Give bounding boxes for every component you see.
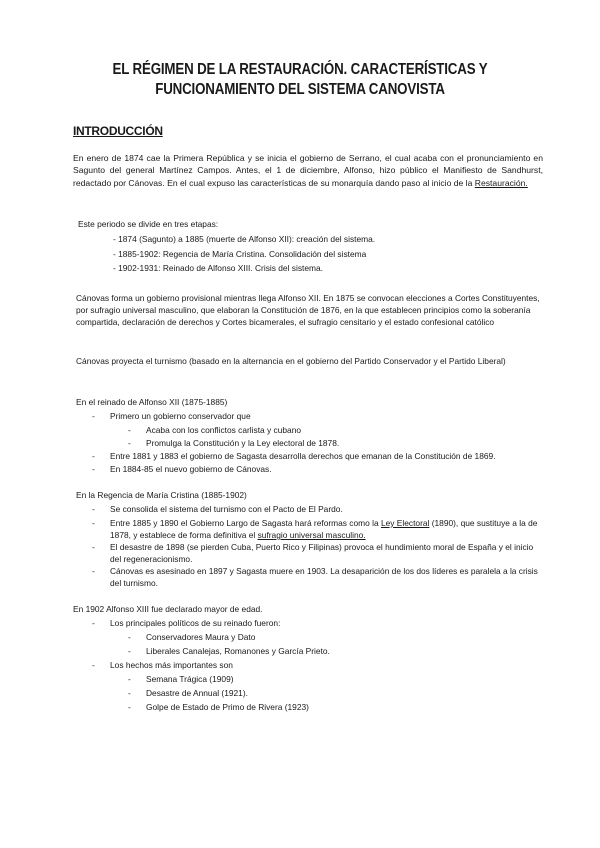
list-item-text: (1890), que sustituye a la de 1878, y establece de forma definitiva el (110, 518, 538, 540)
stages-intro: Este periodo se divide en tres etapas: (78, 219, 219, 229)
sub-list-item: Promulga la Constitución y la Ley electoral de 1878. (146, 438, 340, 448)
list-item: Primero un gobierno conservador que (110, 411, 251, 421)
bullet-dash: - (128, 688, 131, 698)
sub-list-item: Golpe de Estado de Primo de Rivera (1923) (146, 702, 309, 712)
list-item (110, 517, 546, 541)
regencia-heading: En la Regencia de María Cristina (1885-1902) (76, 490, 247, 500)
bullet-dash: - (92, 411, 95, 421)
bullet-dash: - (128, 632, 131, 642)
list-item: Cánovas es asesinado en 1897 y Sagasta muere en 1903. La desaparición de los dos líderes es paralela a la crisis del turnismo. (110, 566, 538, 588)
title-line-2: FUNCIONAMIENTO DEL SISTEMA CANOVISTA (155, 81, 445, 98)
section-heading-introduccion: INTRODUCCIÓN (73, 124, 163, 138)
stage-item: - 1874 (Sagunto) a 1885 (muerte de Alfonso XII): creación del sistema. (113, 234, 376, 244)
sub-list-item: Conservadores Maura y Dato (146, 632, 256, 642)
sub-list-item: Semana Trágica (1909) (146, 674, 234, 684)
list-item-text: Entre 1885 y 1890 el Gobierno Largo de Sagasta hará reformas como la (110, 518, 381, 528)
bullet-dash: - (128, 425, 131, 435)
bullet-dash: - (92, 518, 95, 528)
bullet-dash: - (128, 702, 131, 712)
stage-item: - 1902-1931: Reinado de Alfonso XIII. Crisis del sistema. (113, 263, 323, 273)
bullet-dash: - (92, 504, 95, 514)
alfonso-xiii-heading: En 1902 Alfonso XIII fue declarado mayor de edad. (73, 604, 263, 614)
bullet-dash: - (92, 451, 95, 461)
restauracion-link: Restauración. (474, 177, 528, 188)
title-line-1: EL RÉGIMEN DE LA RESTAURACIÓN. CARACTERÍSTICAS Y (112, 61, 488, 78)
sub-list-item: Acaba con los conflictos carlista y cubano (146, 425, 302, 435)
list-item: Se consolida el sistema del turnismo con el Pacto de El Pardo. (110, 504, 343, 514)
list-item: Entre 1881 y 1883 el gobierno de Sagasta desarrolla derechos que emanan de la Constitución de 1869. (110, 451, 496, 461)
list-item: Los principales políticos de su reinado fueron: (110, 618, 281, 628)
sub-list-item: Liberales Canalejas, Romanones y García Prieto. (146, 646, 330, 656)
intro-text: En enero de 1874 cae la Primera República y se inicia el gobierno de Serrano, el cual acaba con el pronunciamiento en Sagunto del general Martínez Campos. Antes, el 1 de diciembre, Alfonso, hizo público el Manifiesto de Sandhurst, redactado por Cánovas. En el cual expuso las características de su monarquía dando paso al inicio de la (73, 153, 543, 188)
bullet-dash: - (128, 674, 131, 684)
sub-list-item: Desastre de Annual (1921). (146, 688, 248, 698)
bullet-dash: - (92, 464, 95, 474)
list-item: Los hechos más importantes son (110, 660, 233, 670)
bullet-dash: - (92, 618, 95, 628)
intro-paragraph (73, 152, 543, 189)
stage-item: - 1885-1902: Regencia de María Cristina. Consolidación del sistema (113, 249, 367, 259)
bullet-dash: - (92, 542, 95, 552)
sufragio-link: sufragio universal masculino. (257, 530, 366, 540)
alfonso-xii-heading: En el reinado de Alfonso XII (1875-1885) (76, 397, 228, 407)
ley-electoral-link: Ley Electoral (380, 518, 430, 528)
list-item: El desastre de 1898 (se pierden Cuba, Puerto Rico y Filipinas) provoca el hundimiento moral de España y el inicio del regeneracionismo. (110, 542, 534, 564)
canovas-paragraph-2: Cánovas proyecta el turnismo (basado en la alternancia en el gobierno del Partido Conservador y el Partido Liberal) (76, 356, 506, 366)
bullet-dash: - (128, 646, 131, 656)
bullet-dash: - (128, 438, 131, 448)
bullet-dash: - (92, 660, 95, 670)
bullet-dash: - (92, 566, 95, 576)
list-item: En 1884-85 el nuevo gobierno de Cánovas. (110, 464, 272, 474)
canovas-paragraph-1: Cánovas forma un gobierno provisional mientras llega Alfonso XII. En 1875 se convocan elecciones a Cortes Constituyentes, por sufragio universal masculino, que elaboran la Constitución de 1876, en la que establecen principios como la soberanía compartida, declaración de derechos y Cortes bicamerales, el sufragio censitario y el estado confesional católico (76, 293, 540, 327)
document-title (94, 60, 507, 100)
